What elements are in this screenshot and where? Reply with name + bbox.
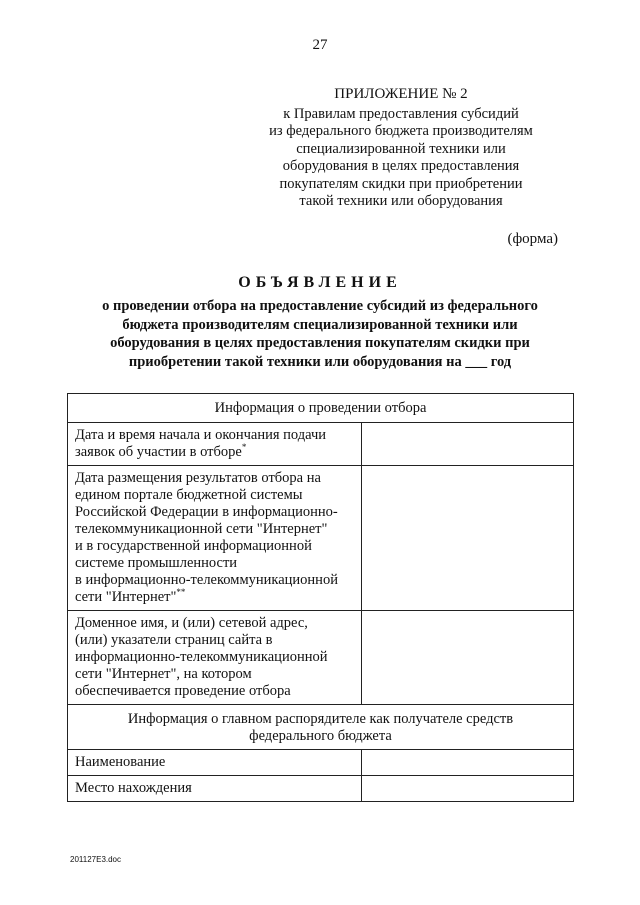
page-number: 27 xyxy=(312,37,328,53)
footnote-mark: * xyxy=(241,442,247,453)
table-row xyxy=(68,750,574,776)
header-line: федерального бюджета xyxy=(249,728,392,744)
appendix-block xyxy=(236,86,566,211)
row-value-application-dates[interactable] xyxy=(361,423,573,466)
label-line: телекоммуникационной сети "Интернет" xyxy=(75,521,328,537)
label-line-text: заявок об участии в отборе xyxy=(75,444,242,460)
label-line: системе промышленности xyxy=(75,555,238,571)
appendix-line: оборудования в целях предоставления xyxy=(282,158,520,174)
label-line xyxy=(75,589,357,606)
section-header-chief-administrator xyxy=(68,705,574,750)
footnote-mark: ** xyxy=(176,587,186,598)
subtitle-line: о проведении отбора на предоставление субсидий из федерального xyxy=(102,298,538,314)
label-line xyxy=(75,444,357,461)
label-line: обеспечивается проведение отбора xyxy=(75,683,291,699)
row-value-results-publication[interactable] xyxy=(361,466,573,611)
label-line: Дата и время начала и окончания подачи xyxy=(75,427,327,443)
row-label-name: Наименование xyxy=(68,750,362,776)
row-value-name[interactable] xyxy=(361,750,573,776)
appendix-line: из федерального бюджета производителям xyxy=(269,123,533,139)
row-label-application-dates xyxy=(68,423,362,466)
subtitle-line: приобретении такой техники или оборудования на ___ год xyxy=(128,353,512,370)
label-line-text: сети "Интернет" xyxy=(75,589,177,605)
table-row xyxy=(68,776,574,802)
section-header-selection-info: Информация о проведении отбора xyxy=(68,394,574,423)
table-row xyxy=(68,705,574,750)
table-row xyxy=(68,423,574,466)
row-value-domain-name[interactable] xyxy=(361,611,573,705)
label-line: едином портале бюджетной системы xyxy=(75,487,303,503)
label-line: (или) указатели страниц сайта в xyxy=(75,632,273,648)
appendix-title: ПРИЛОЖЕНИЕ № 2 xyxy=(334,86,468,102)
form-label: (форма) xyxy=(507,231,558,247)
subtitle-line: оборудования в целях предоставления покупателям скидки при xyxy=(110,335,530,351)
table-row xyxy=(68,611,574,705)
label-line: сети "Интернет", на котором xyxy=(75,666,252,682)
footer-filename: 201127E3.doc xyxy=(70,855,122,864)
label-line: Российской Федерации в информационно- xyxy=(75,504,338,520)
row-value-location[interactable] xyxy=(361,776,573,802)
subtitle-line: бюджета производителям специализированной техники или xyxy=(122,316,518,333)
announcement-table xyxy=(67,393,574,802)
label-line: в информационно-телекоммуникационной xyxy=(75,572,338,588)
appendix-line: специализированной техники или xyxy=(296,140,506,157)
label-line: Дата размещения результатов отбора на xyxy=(75,470,321,486)
table-row xyxy=(68,466,574,611)
row-label-location: Место нахождения xyxy=(68,776,362,802)
document-title: ОБЪЯВЛЕНИЕ xyxy=(238,274,402,291)
label-line: Доменное имя, и (или) сетевой адрес, xyxy=(75,615,308,631)
row-label-domain-name xyxy=(68,611,362,705)
header-line: Информация о главном распорядителе как получателе средств xyxy=(127,711,514,727)
appendix-line: покупателям скидки при приобретении xyxy=(279,175,523,192)
label-line: информационно-телекоммуникационной xyxy=(75,649,328,665)
appendix-line: такой техники или оборудования xyxy=(299,193,503,209)
document-subtitle xyxy=(75,297,565,371)
label-line: и в государственной информационной xyxy=(75,538,312,554)
row-label-results-publication xyxy=(68,466,362,611)
table-row xyxy=(68,394,574,423)
appendix-line: к Правилам предоставления субсидий xyxy=(283,105,519,122)
